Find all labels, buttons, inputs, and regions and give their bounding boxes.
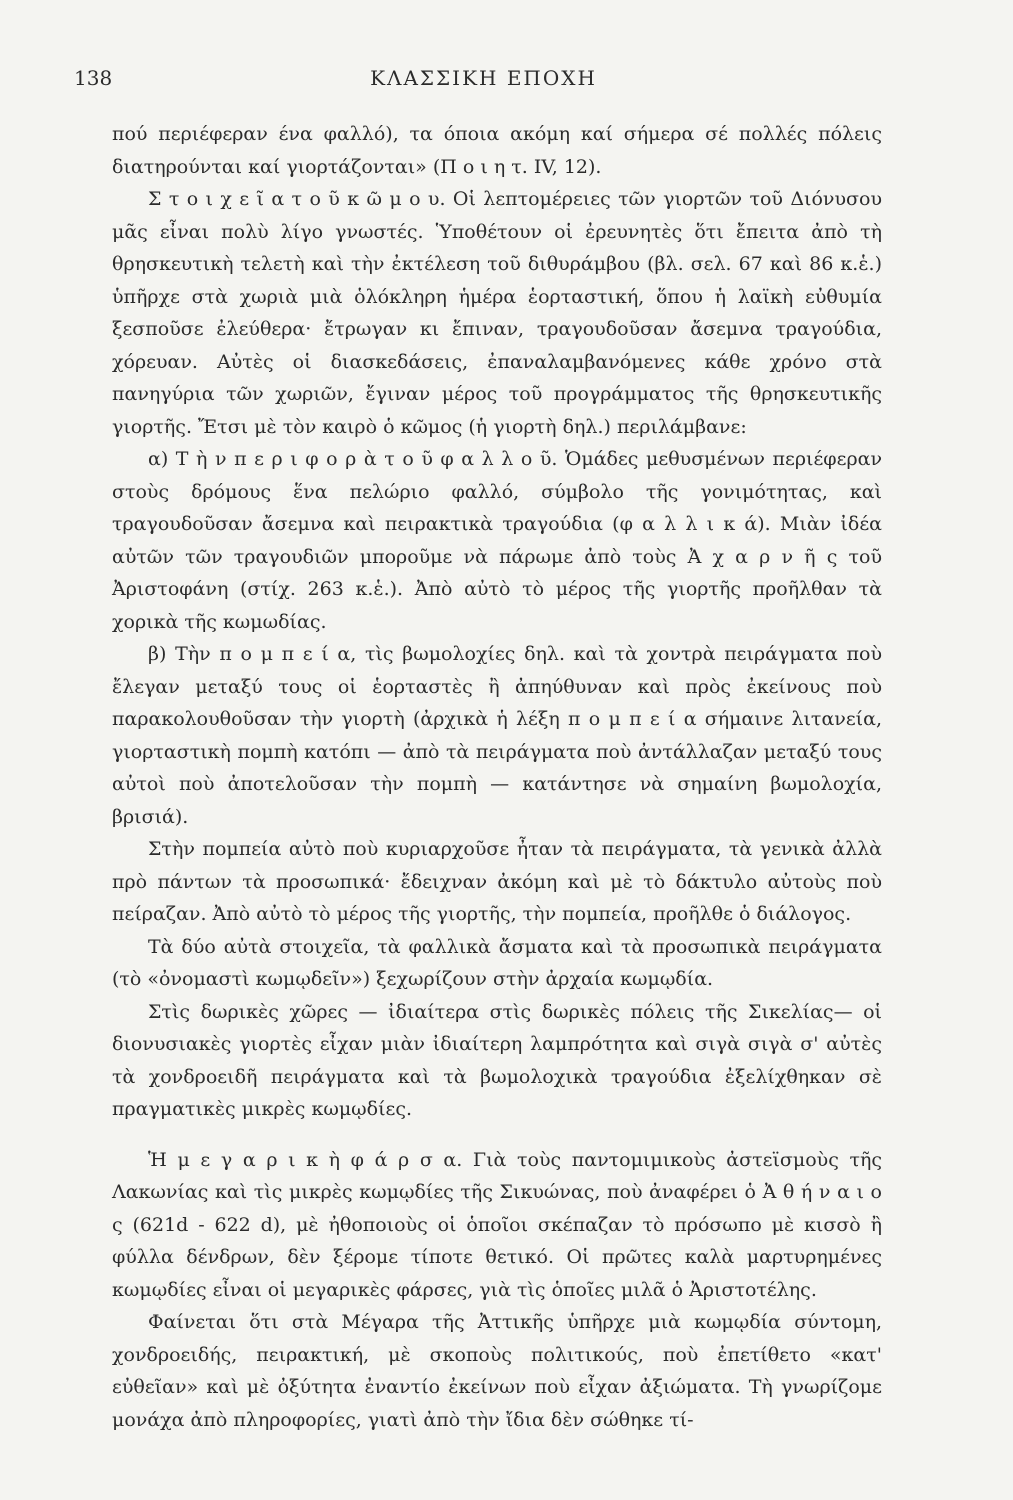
paragraph-megara: Φαίνεται ὅτι στὰ Μέγαρα τῆς Ἀττικῆς ὑπῆρχε μιὰ κωμῳδία σύντομη, χονδροειδής, πειρακτική, μὲ σκοποὺς πολιτικούς, ποὺ ἐπετίθετο «κατ' εὐθεῖαν» καὶ μὲ ὀξύτητα ἐναντίο ἐκείνων ποὺ εἶχαν ἀξιώματα. Τὴ γνωρίζομε μονάχα ἀπὸ πληροφορίες, γιατὶ ἀπὸ τὴν ἴδια δὲν σώθηκε τί- — [112, 1311, 882, 1431]
paragraph-peiragmata: Στὴν πομπεία αὐτὸ ποὺ κυριαρχοῦσε ἦταν τὰ πειράγματα, τὰ γενικὰ ἀλλὰ πρὸ πάντων τὰ προσωπικά· ἔδειχναν ἀκόμη καὶ μὲ τὸ δάκτυλο αὐτοὺς ποὺ πείραζαν. Ἀπὸ αὐτὸ τὸ μέρος τῆς γιορτῆς, τὴν πομπεία, προῆλθε ὁ διάλογος. — [112, 838, 882, 925]
page-number: 138 — [74, 66, 113, 90]
paragraph-dyo-stoicheia: Τὰ δύο αὐτὰ στοιχεῖα, τὰ φαλλικὰ ἄσματα καὶ τὰ προσωπικὰ πειράγματα (τὸ «ὀνομαστὶ κωμῳδεῖν») ξεχωρίζουν στὴν ἀρχαία κωμῳδία. — [112, 935, 882, 990]
paragraph-megariki-farsa: Ἡ μ ε γ α ρ ι κ ὴ φ ά ρ σ α. Γιὰ τοὺς παντομιμικοὺς ἀστεϊσμοὺς τῆς Λακωνίας καὶ τὶς μικρὲς κωμῳδίες τῆς Σικυώνας, ποὺ ἀναφέρει ὁ Ἀ θ ή ν α ι ο ς (621d - 622 d), μὲ ἠθοποιοὺς οἱ ὁποῖοι σκέπαζαν τὸ πρόσωπο μὲ κισσὸ ἢ φύλλα δένδρων, δὲν ξέρομε τίποτε θετικό. Οἱ πρῶτες καλὰ μαρτυρημένες κωμῳδίες εἶναι οἱ μεγαρικὲς φάρσες, γιὰ τὶς ὁποῖες μιλᾶ ὁ Ἀριστοτέλης. — [112, 1148, 882, 1301]
page-header — [74, 66, 893, 98]
paragraph-pompeia: β) Τὴν π ο μ π ε ί α, τὶς βωμολοχίες δηλ. καὶ τὰ χοντρὰ πειράγματα ποὺ ἔλεγαν μεταξύ τους οἱ ἑορταστὲς ἢ ἀπηύθυναν καὶ πρὸς ἐκείνους ποὺ παρακολουθοῦσαν τὴν γιορτὴ (ἀρχικὰ ἡ λέξη π ο μ π ε ί α σήμαινε λιτανεία, γιορταστικὴ πομπὴ κατόπι — ἀπὸ τὰ πειράγματα ποὺ ἀντάλλαζαν μεταξύ τους αὐτοὶ ποὺ ἀποτελοῦσαν τὴν πομπὴ — κατάντησε νὰ σημαίνη βωμολοχία, βρισιά). — [112, 643, 882, 828]
paragraph-dorikes-chores: Στὶς δωρικὲς χῶρες — ἰδιαίτερα στὶς δωρικὲς πόλεις τῆς Σικελίας— οἱ διονυσιακὲς γιορτὲς εἶχαν μιὰν ἰδιαίτερη λαμπρότητα καὶ σιγὰ σιγὰ σ' αὐτὲς τὰ χονδροειδῆ πειράγματα καὶ τὰ βωμολοχικὰ τραγούδια ἐξελίχθηκαν σὲ πραγματικὲς μικρὲς κωμῳδίες. — [112, 1000, 882, 1120]
running-title: ΚΛΑΣΣΙΚΗ ΕΠΟΧΗ — [370, 66, 597, 90]
body-text — [112, 118, 882, 1436]
paragraph-stoicheia-komou: Σ τ ο ι χ ε ῖ α τ ο ῦ κ ῶ μ ο υ. Οἱ λεπτομέρειες τῶν γιορτῶν τοῦ Διόνυσου μᾶς εἶναι πολὺ λίγο γνωστές. Ὑποθέτουν οἱ ἐρευνητὲς ὅτι ἔπειτα ἀπὸ τὴ θρησκευτικὴ τελετὴ καὶ τὴν ἐκτέλεση τοῦ διθυράμβου (βλ. σελ. 67 καὶ 86 κ.ἑ.) ὑπῆρχε στὰ χωριὰ μιὰ ὁλόκληρη ἡμέρα ἑορταστική, ὅπου ἡ λαϊκὴ εὐθυμία ξεσποῦσε ἐλεύθερα· ἔτρωγαν κι ἔπιναν, τραγουδοῦσαν ἄσεμνα τραγούδια, χόρευαν. Αὐτὲς οἱ διασκεδάσεις, ἐπαναλαμβανόμενες κάθε χρόνο στὰ πανηγύρια τῶν χωριῶν, ἔγιναν μέρος τοῦ προγράμματος τῆς θρησκευτικῆς γιορτῆς. Ἔτσι μὲ τὸν καιρὸ ὁ κῶμος (ἡ γιορτὴ δηλ.) περιλάμβανε: — [112, 188, 882, 438]
paragraph-continuation: πού περιέφεραν ένα φαλλό), τα όποια ακόμη καί σήμερα σέ πολλές πόλεις διατηρούνται καί γιορτάζονται» (Π ο ι η τ. IV, 12). — [112, 123, 882, 178]
paragraph-periphora-phallou: α) Τ ὴ ν π ε ρ ι φ ο ρ ὰ τ ο ῦ φ α λ λ ο ῦ. Ὁμάδες μεθυσμένων περιέφεραν στοὺς δρόμους ἕνα πελώριο φαλλό, σύμβολο τῆς γονιμότητας, καὶ τραγουδοῦσαν ἄσεμνα καὶ πειρακτικὰ τραγούδια (φ α λ λ ι κ ά). Μιὰν ἰδέα αὐτῶν τῶν τραγουδιῶν μποροῦμε νὰ πάρωμε ἀπὸ τοὺς Ἀ χ α ρ ν ῆ ς τοῦ Ἀριστοφάνη (στίχ. 263 κ.ἑ.). Ἀπὸ αὐτὸ τὸ μέρος τῆς γιορτῆς προῆλθαν τὰ χορικὰ τῆς κωμωδίας. — [112, 448, 882, 633]
